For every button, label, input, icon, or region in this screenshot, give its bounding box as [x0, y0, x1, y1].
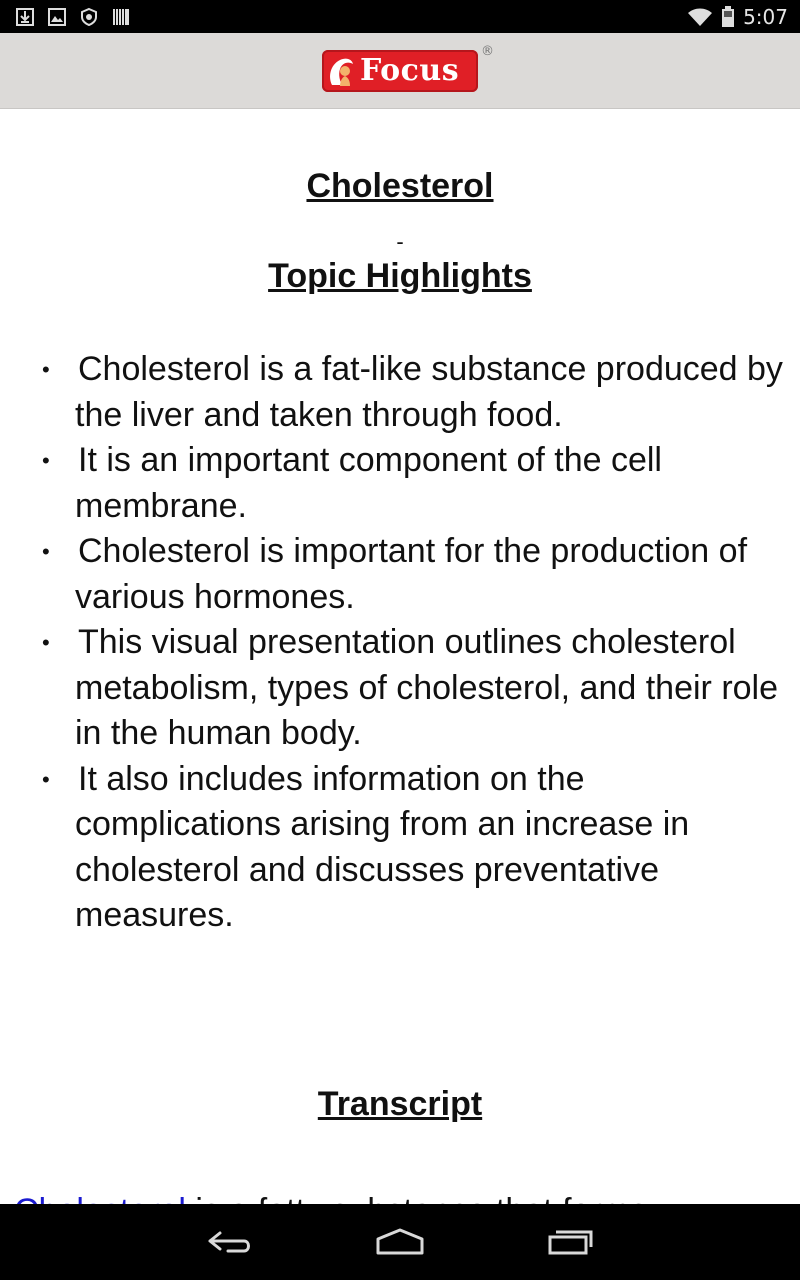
home-button[interactable] [365, 1217, 435, 1267]
status-bar [0, 0, 800, 33]
recent-apps-button[interactable] [535, 1217, 605, 1267]
logo-text: Focus [360, 53, 460, 88]
shield-icon [80, 8, 98, 26]
bullet-icon: • [42, 448, 50, 473]
page-title: Cholesterol [306, 167, 494, 205]
home-icon [374, 1227, 426, 1257]
list-item: • Cholesterol is important for the production of various hormones. [0, 529, 800, 620]
battery-icon [721, 6, 735, 28]
image-icon [48, 8, 66, 26]
list-item: • It is an important component of the cell membrane. [0, 438, 800, 529]
logo-badge [322, 50, 478, 92]
app-header [0, 33, 800, 109]
logo-mark-icon [326, 55, 356, 87]
section-title-transcript: Transcript [317, 1085, 483, 1123]
registered-mark: ® [481, 43, 494, 59]
recent-apps-icon [546, 1227, 594, 1257]
download-icon [16, 8, 34, 26]
bullet-icon: • [42, 539, 50, 564]
article-content[interactable] [0, 110, 800, 1204]
bullet-icon: • [42, 766, 50, 792]
title-separator: - [396, 229, 404, 254]
back-icon [206, 1227, 254, 1257]
bullet-icon: • [42, 357, 50, 382]
list-item: • This visual presentation outlines cholesterol metabolism, types of cholesterol, and their role in the human body. [0, 620, 800, 757]
highlights-list [0, 347, 800, 939]
status-system [687, 5, 788, 29]
bullet-icon: • [42, 630, 50, 655]
navigation-bar [0, 1204, 800, 1280]
list-item: • Cholesterol is a fat-like substance produced by the liver and taken through food. [0, 347, 800, 438]
focus-logo [322, 43, 494, 92]
wifi-icon [687, 7, 713, 27]
barcode-icon [112, 8, 130, 26]
section-title-highlights: Topic Highlights [268, 257, 532, 295]
clock: 5:07 [743, 4, 788, 29]
list-item: • It also includes information on the complications arising from an increase in cholesterol and discusses preventative measures. [0, 757, 800, 939]
status-notifications [16, 8, 130, 26]
back-button[interactable] [195, 1217, 265, 1267]
